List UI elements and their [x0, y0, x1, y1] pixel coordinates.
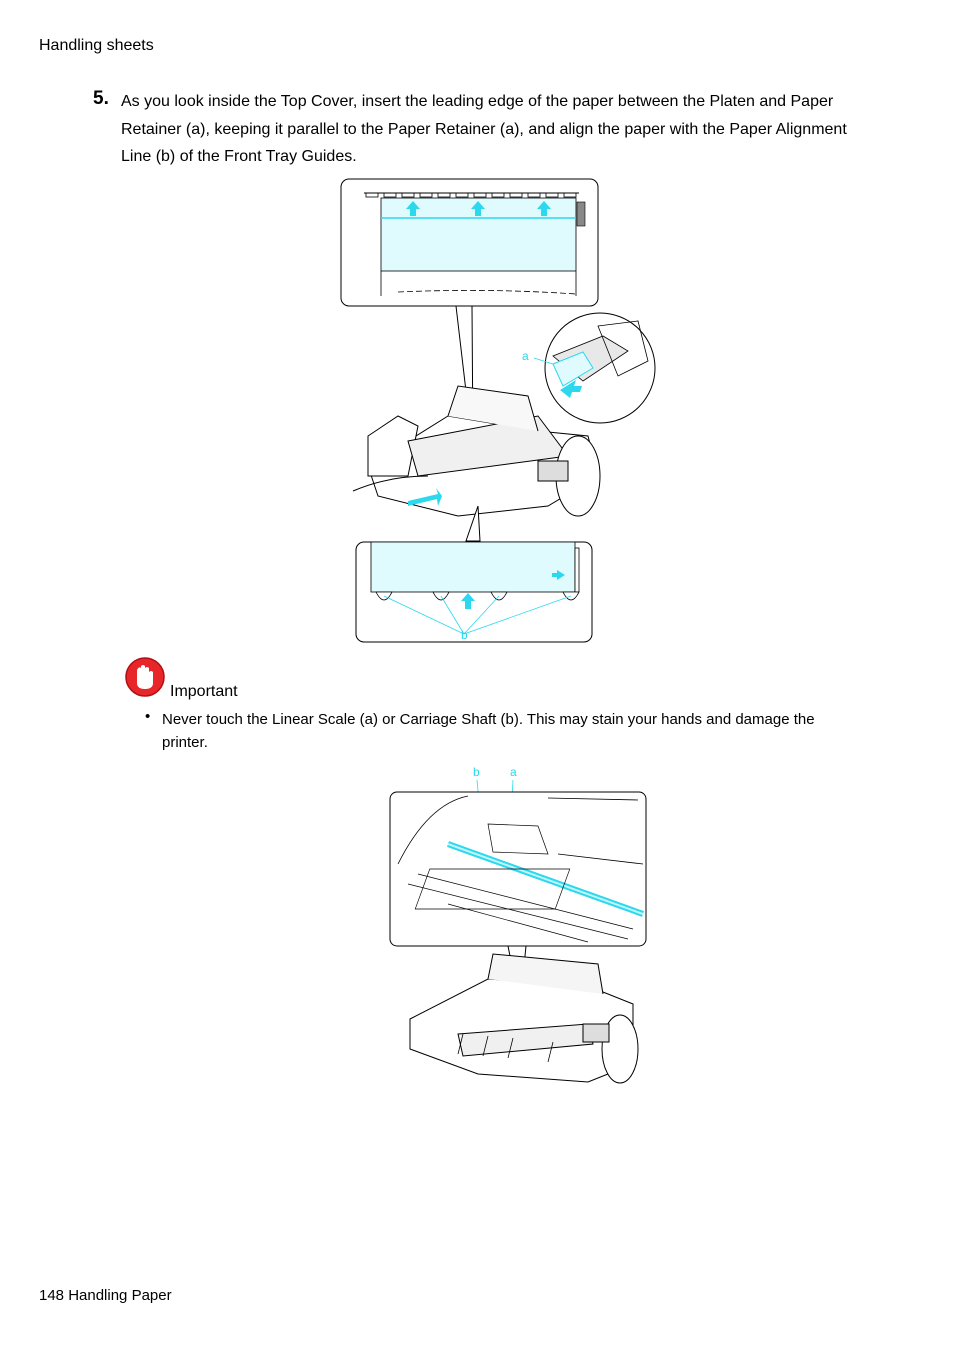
running-header: Handling sheets	[39, 37, 154, 54]
important-hand-icon	[124, 656, 166, 698]
important-warning-text: Never touch the Linear Scale (a) or Carriage Shaft (b). This may stain your hands and damage the printer.	[162, 711, 815, 751]
bullet-marker: •	[145, 708, 151, 725]
label-b-carriage-shaft: b	[473, 765, 480, 779]
step-instruction: As you look inside the Top Cover, insert the leading edge of the paper between the Platen and Paper Retainer (a), keeping it parallel to the Paper Retainer (a), and align the paper with the Paper Alignment Line (b) of the Front Tray Guides.	[121, 93, 847, 165]
paper-retainer-detail-circle	[522, 313, 655, 423]
bottom-detail-callout	[356, 506, 592, 642]
label-a: a	[522, 349, 529, 363]
label-b: b	[461, 628, 468, 642]
important-heading: Important	[170, 683, 238, 700]
printer-illustration-2	[410, 954, 638, 1083]
step-number: 5.	[93, 88, 109, 109]
page-footer: 148 Handling Paper	[39, 1287, 172, 1304]
linear-scale-figure	[388, 764, 650, 1086]
paper-insertion-figure	[338, 176, 662, 646]
label-a-linear-scale: a	[510, 765, 517, 779]
